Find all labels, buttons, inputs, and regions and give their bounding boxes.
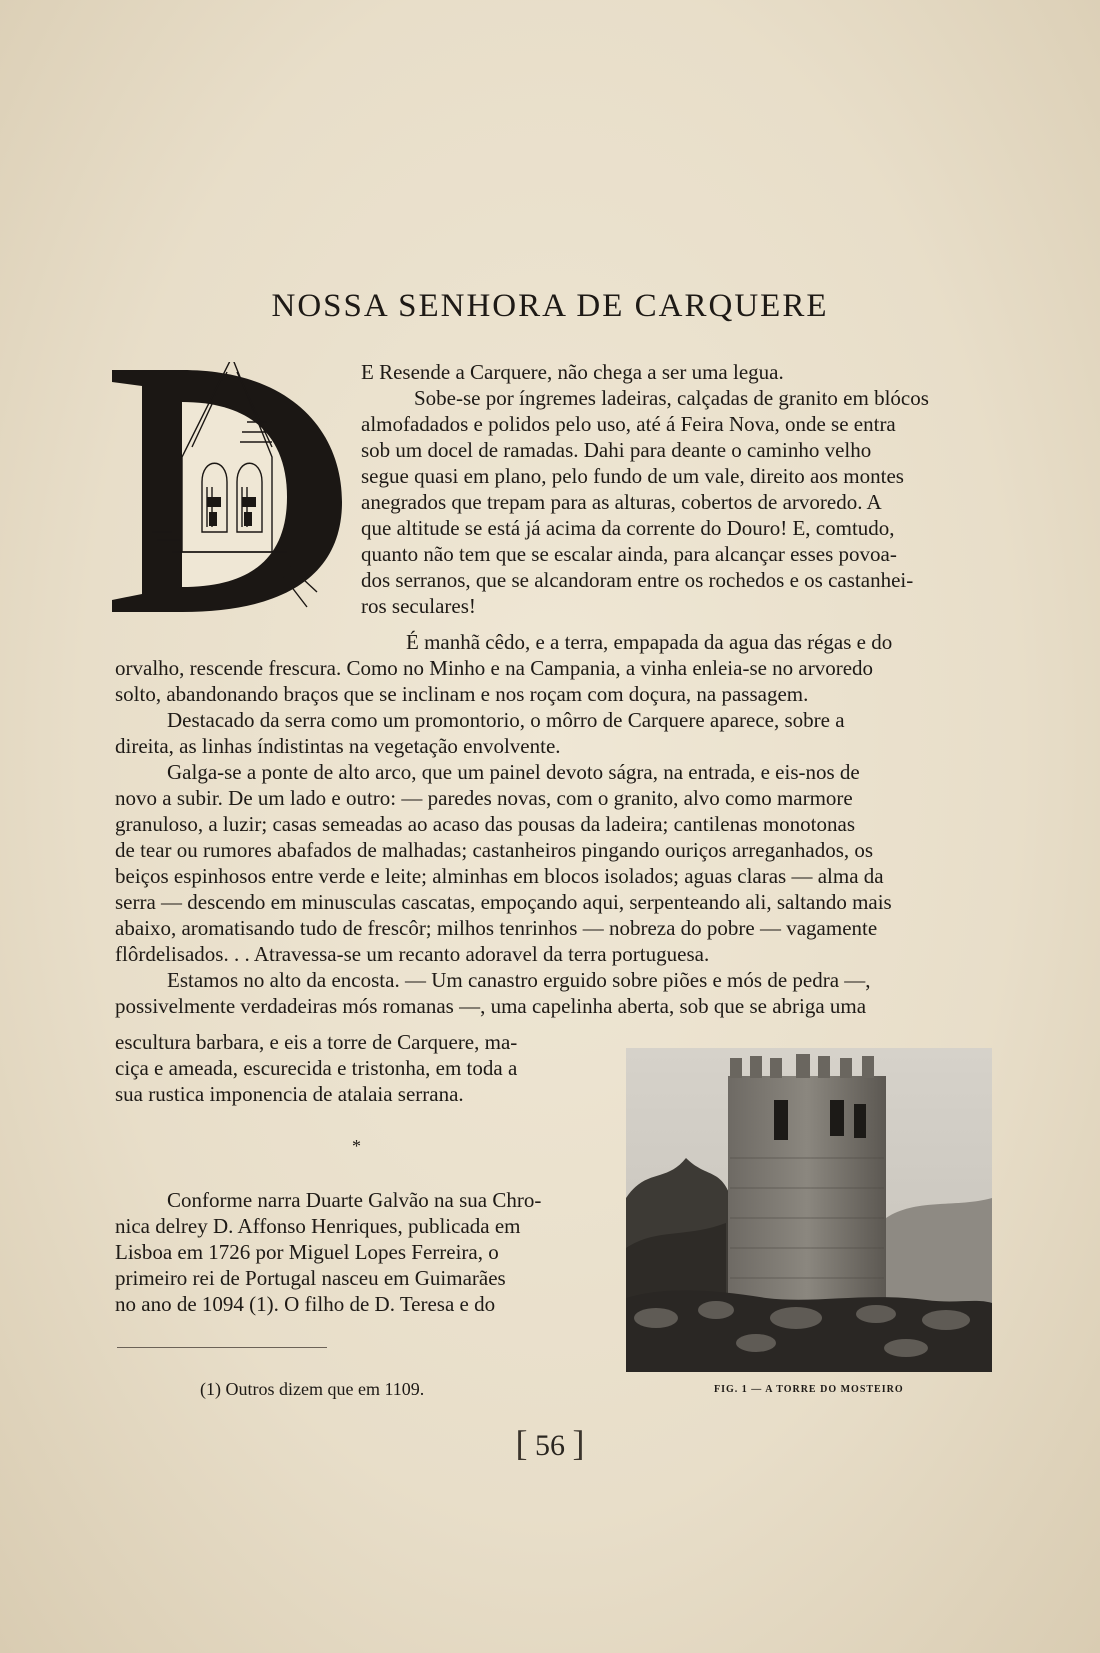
page-bracket-right: ] <box>572 1423 585 1463</box>
text-line: E Resende a Carquere, não chega a ser uma legua. <box>361 360 784 384</box>
dropcap-illustration <box>112 362 362 642</box>
text-line: solto, abandonando braços que se inclinam e nos roçam com doçura, na passagem. <box>115 682 809 706</box>
text-line: sua rustica imponencia de atalaia serrana. <box>115 1082 464 1106</box>
text-line: almofadados e polidos pelo uso, até á Feira Nova, onde se entra <box>361 412 896 436</box>
text-line: que altitude se está já acima da corrente do Douro! E, comtudo, <box>361 516 895 540</box>
narrow-paragraph-1 <box>115 1029 595 1107</box>
text-line: possivelmente verdadeiras mós romanas —, uma capelinha aberta, sob que se abriga uma <box>115 994 867 1018</box>
page-bracket-left: [ <box>515 1423 528 1463</box>
text-line: direita, as linhas índistintas na vegetação envolvente. <box>115 734 561 758</box>
text-line: beiços espinhosos entre verde e leite; alminhas em blocos isolados; aguas claras — alma da <box>115 864 884 888</box>
tower-photograph <box>626 1048 992 1372</box>
text-line: serra — descendo em minusculas cascatas, empoçando aqui, serpenteando ali, saltando mais <box>115 890 892 914</box>
text-line: Galga-se a ponte de alto arco, que um painel devoto ságra, na entrada, e eis-nos de <box>167 760 860 784</box>
footnote-divider <box>117 1347 327 1348</box>
text-line: segue quasi em plano, pelo fundo de um vale, direito aos montes <box>361 464 904 488</box>
text-line: granuloso, a luzir; casas semeadas ao acaso das pousas da ladeira; cantilenas monotonas <box>115 812 855 836</box>
text-line: nica delrey D. Affonso Henriques, publicada em <box>115 1214 521 1238</box>
page-number-value: 56 <box>535 1429 565 1462</box>
article-title: NOSSA SENHORA DE CARQUERE <box>271 288 829 325</box>
text-line: Conforme narra Duarte Galvão na sua Chro- <box>167 1188 542 1212</box>
text-line: anegrados que trepam para as alturas, cobertos de arvoredo. A <box>361 490 882 514</box>
narrow-paragraph-2 <box>115 1187 595 1317</box>
text-line: Sobe-se por íngremes ladeiras, calçadas de granito em blócos <box>414 386 929 410</box>
footnote: (1) Outros dizem que em 1109. <box>200 1379 425 1399</box>
text-line: É manhã cêdo, e a terra, empapada da agua das régas e do <box>406 630 893 654</box>
text-line: novo a subir. De um lado e outro: — paredes novas, com o granito, alvo como marmore <box>115 786 853 810</box>
text-line: sob um docel de ramadas. Dahi para deante o caminho velho <box>361 438 872 462</box>
text-line: ros seculares! <box>361 594 476 618</box>
text-line: no ano de 1094 (1). O filho de D. Teresa e do <box>115 1292 496 1316</box>
text-line: de tear ou rumores abafados de malhadas; castanheiros pingando ouriços arreganhados, os <box>115 838 874 862</box>
section-separator: * <box>352 1136 361 1156</box>
text-line: primeiro rei de Portugal nasceu em Guimarães <box>115 1266 506 1290</box>
text-line: dos serranos, que se alcandoram entre os rochedos e os castanhei- <box>361 568 914 592</box>
text-line: Destacado da serra como um promontorio, o môrro de Carquere aparece, sobre a <box>167 708 845 732</box>
text-line: ciça e ameada, escurecida e tristonha, em toda a <box>115 1056 518 1080</box>
text-line: orvalho, rescende frescura. Como no Minho e na Campania, a vinha enleia-se no arvoredo <box>115 656 874 680</box>
text-line: escultura barbara, e eis a torre de Carquere, ma- <box>115 1030 518 1054</box>
body-paragraph <box>115 629 995 1019</box>
figure-caption: FIG. 1 — A TORRE DO MOSTEIRO <box>714 1384 904 1395</box>
text-line: abaixo, aromatisando tudo de frescôr; milhos tenrinhos — nobreza do pobre — vagamente <box>115 916 878 940</box>
text-line: flôrdelisados. . . Atravessa-se um recanto adoravel da terra portuguesa. <box>115 942 710 966</box>
page-number <box>0 1422 1100 1464</box>
intro-paragraph <box>361 359 991 619</box>
text-line: Lisboa em 1726 por Miguel Lopes Ferreira, o <box>115 1240 499 1264</box>
text-line: quanto não tem que se escalar ainda, para alcançar esses povoa- <box>361 542 897 566</box>
text-line: Estamos no alto da encosta. — Um canastro erguido sobre piões e mós de pedra —, <box>167 968 871 992</box>
